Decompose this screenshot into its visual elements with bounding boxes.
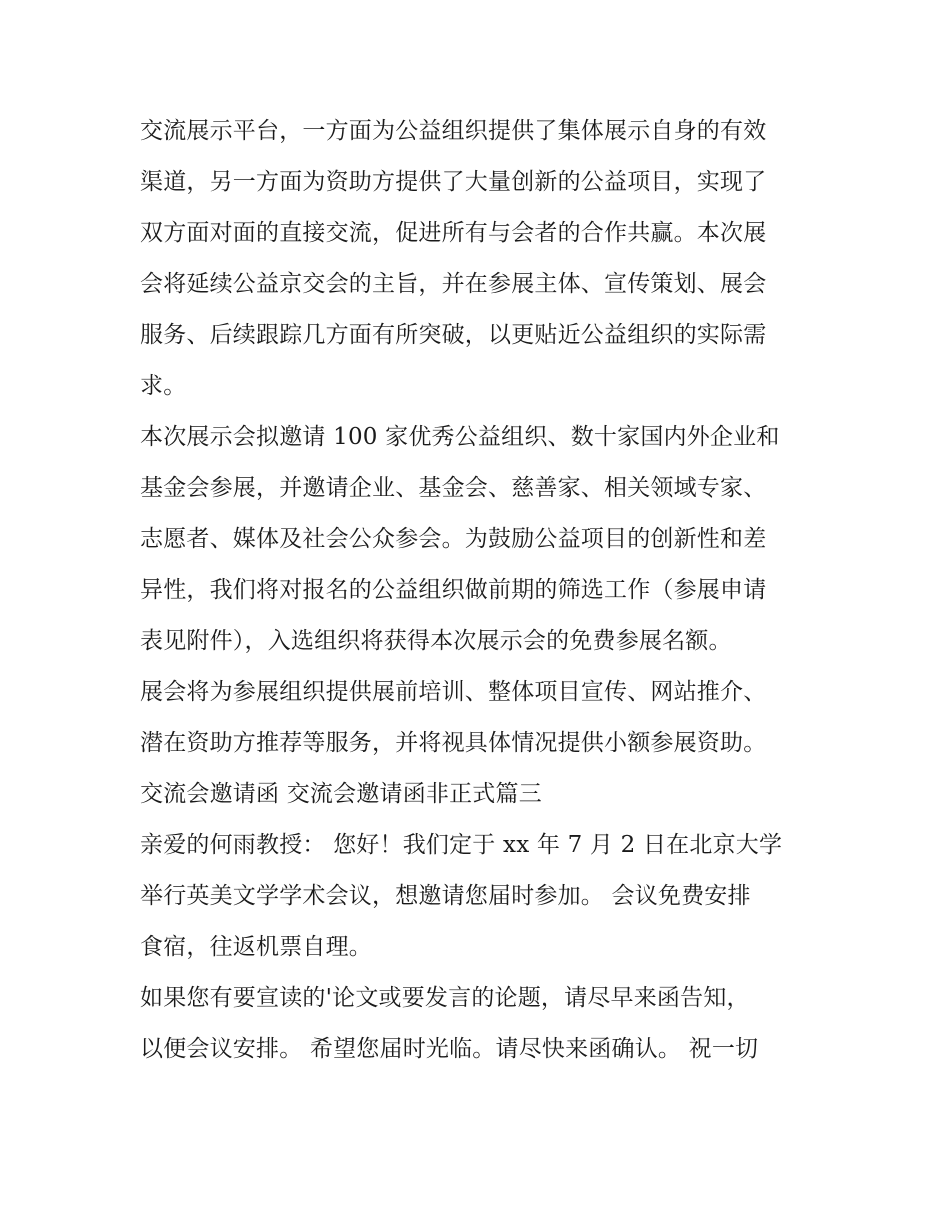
text-line: 交流展示平台，一方面为公益组织提供了集体展示自身的有效 <box>140 118 767 144</box>
text-line: 志愿者、媒体及社会公众参会。为鼓励公益项目的创新性和差 <box>140 526 767 552</box>
text-line: 求。 <box>140 373 187 399</box>
text-line: 双方面对面的直接交流，促进所有与会者的合作共赢。本次展 <box>140 220 767 246</box>
text-line: 食宿，往返机票自理。 <box>140 934 372 960</box>
text-line: 渠道，另一方面为资助方提供了大量创新的公益项目，实现了 <box>140 169 767 195</box>
text-line: 服务、后续跟踪几方面有所突破，以更贴近公益组织的实际需 <box>140 322 767 348</box>
text-line: 举行英美文学学术会议，想邀请您届时参加。 会议免费安排 <box>140 883 751 909</box>
text-line: 异性，我们将对报名的公益组织做前期的筛选工作（参展申请 <box>140 577 767 603</box>
body-text <box>140 106 840 1075</box>
text-line: 展会将为参展组织提供展前培训、整体项目宣传、网站推介、 <box>140 679 767 705</box>
section-heading: 交流会邀请函 交流会邀请函非正式篇三 <box>140 781 542 807</box>
text-line: 本次展示会拟邀请 100 家优秀公益组织、数十家国内外企业和 <box>140 424 780 450</box>
text-line: 表见附件），入选组织将获得本次展示会的免费参展名额。 <box>140 628 732 654</box>
text-line: 如果您有要宣读的'论文或要发言的论题，请尽早来函告知， <box>140 985 750 1011</box>
text-line: 会将延续公益京交会的主旨，并在参展主体、宣传策划、展会 <box>140 271 767 297</box>
text-line: 以便会议安排。 希望您届时光临。请尽快来函确认。 祝一切 <box>140 1036 759 1062</box>
text-line: 基金会参展，并邀请企业、基金会、慈善家、相关领域专家、 <box>140 475 767 501</box>
text-line: 亲爱的何雨教授： 您好！我们定于 xx 年 7 月 2 日在北京大学 <box>140 832 783 858</box>
text-line: 潜在资助方推荐等服务，并将视具体情况提供小额参展资助。 <box>140 730 767 756</box>
